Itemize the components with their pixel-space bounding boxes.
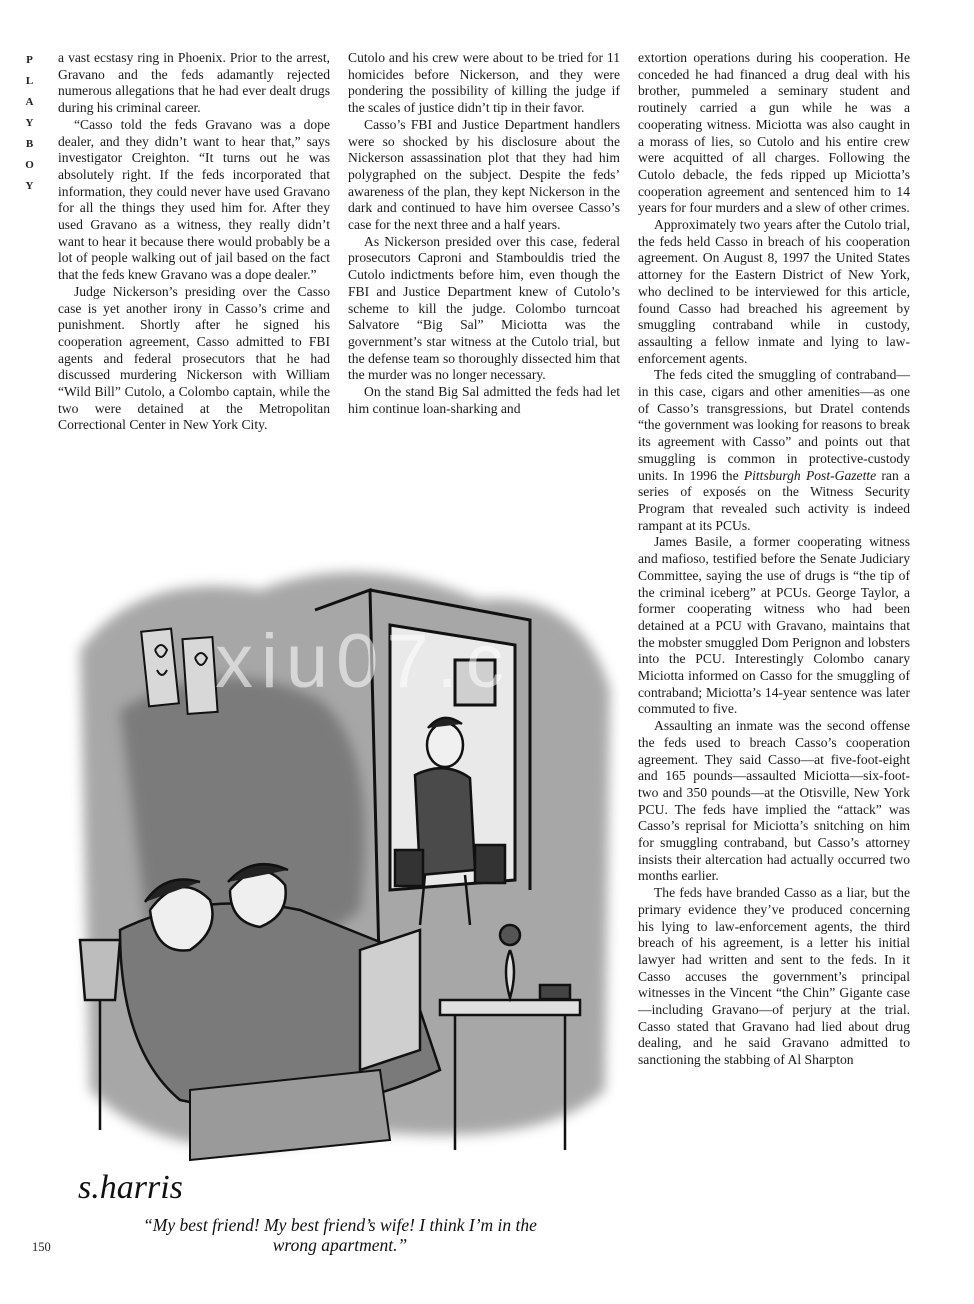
paragraph: Judge Nickerson’s presiding over the Casso case is yet another irony in Casso’s crime and punishment. Shortly after he signed his cooperation agreement, Casso admitted to FBI agents and federal prosecutors that he had discussed murdering Nickerson with William “Wild Bill” Cutolo, a Colombo captain, while the two were detained at the Metropolitan Correctional Center in New York City.: [58, 283, 330, 433]
paragraph-text: ran a series of exposés on the Witness Security Program that revealed such activity is indeed rampant at its PCUs.: [638, 467, 910, 533]
magazine-brand-vertical: [22, 50, 38, 197]
paragraph: extortion operations during his cooperation. He conceded he had financed a drug deal with his brother, pummeled a seminary student and routinely carried a gun while he was a cooperating witness. Miciotta was also caught in a morass of lies, so Cutolo and his entire crew were acquitted of all charges. Following the Cutolo debacle, the feds ripped up Miciotta’s cooperation agreement and sentenced him to 14 years for four murders and a slew of other crimes.: [638, 50, 910, 216]
cartoon-signature: s.harris: [78, 1169, 183, 1206]
paragraph: On the stand Big Sal admitted the feds had let him continue loan-sharking and: [348, 384, 620, 416]
paragraph: Assaulting an inmate was the second offense the feds used to breach Casso’s cooperation agreement. They said Casso—at five-foot-eight and 165 pounds—assaulted Miciotta—six-foot-two and 350 pounds—at the Otisville, New York PCU. The feds have implied the “attack” was Casso’s reprisal for Miciotta’s snitching on him for smuggling contraband, but Casso’s attorney insists their altercation had actually occurred two months earlier.: [638, 718, 910, 884]
brand-letter: L: [25, 75, 35, 87]
paragraph: Cutolo and his crew were about to be tried for 11 homicides before Nickerson, and they were pondering the possibility of killing the judge if the scales of justice didn’t tip in their favor.: [348, 50, 620, 116]
paragraph: As Nickerson presided over this case, federal prosecutors Caproni and Stambouldis tried the Cutolo indictments before him, even though the FBI and Justice Department knew of Cutolo’s scheme to kill the judge. Colombo turncoat Salvatore “Big Sal” Miciotta was the government’s star witness at the Cutolo trial, but the defense team so thoroughly dissected him that the murder was no longer necessary.: [348, 233, 620, 383]
watermark: xiu07.c: [215, 619, 512, 704]
publication-name: Pittsburgh Post-Gazette: [743, 467, 877, 483]
brand-letter: A: [25, 96, 35, 108]
article-column-3: [638, 50, 910, 1069]
brand-letter: O: [25, 159, 35, 171]
brand-letter: Y: [25, 180, 35, 192]
brand-letter: P: [26, 54, 34, 66]
paragraph: The feds have branded Casso as a liar, but the primary evidence they’ve produced concerning his lying to law-enforcement agents, the third breach of his agreement, is a letter his initial lawyer had written and sent to the feds. In it Casso accuses the government’s principal witnesses in the Vincent “the Chin” Gigante case—including Gravano—of perjury at the trial. Casso stated that Gravano had lied about drug dealing, and he said Gravano admitted to sanctioning the stabbing of Al Sharpton: [638, 885, 910, 1068]
paragraph-text: The feds cited the smuggling of contraband—in this case, cigars and other amenities—as one of Casso’s transgressions, but Dratel contends “the government was looking for reasons to break its agreement with Casso” and points out that smuggling is common in protective-custody units. In 1996 the: [638, 367, 910, 483]
page-number: 150: [32, 1240, 51, 1254]
paragraph: “Casso told the feds Gravano was a dope dealer, and they didn’t want to hear that,” says investigator Creighton. “It turns out he was absolutely right. If the feds incorporated that information, they could never have used Gravano for all the things they used him for. After they used Gravano as a witness, they really didn’t want to hear it because there would probably be a lot of people walking out of jail based on the fact that the feds knew Gravano was a dope dealer.”: [58, 116, 330, 283]
paragraph: a vast ecstasy ring in Phoenix. Prior to the arrest, Gravano and the feds adamantly rejected numerous allegations that he had ever dealt drugs during his criminal career.: [58, 50, 330, 116]
paragraph: Casso’s FBI and Justice Department handlers were so shocked by his disclosure about the Nickerson assassination plot that they had him polygraphed on the subject. Despite the feds’ awareness of the plan, they kept Nickerson in the dark and continued to have him oversee Casso’s case for the next three and a half years.: [348, 116, 620, 233]
paragraph: [638, 367, 910, 534]
brand-letter: B: [25, 138, 35, 150]
article-column-1: [58, 50, 330, 434]
paragraph: James Basile, a former cooperating witness and mafioso, testified before the Senate Judiciary Committee, saying the use of drugs is “the tip of the criminal iceberg” at PCUs. George Taylor, a former cooperating witness who had been detained at a PCU with Gravano, maintains that the mobster smuggled Dom Perignon and lobsters into the PCU. Interestingly Colombo canary Miciotta informed on Casso for the smuggling of contraband; Miciotta’s 14-year sentence was later commuted to five.: [638, 534, 910, 717]
article-column-2: [348, 50, 620, 417]
cartoon-caption: “My best friend! My best friend’s wife! I think I’m in the wrong apartment.”: [143, 1215, 537, 1255]
brand-letter: Y: [25, 117, 35, 129]
cartoon-illustration: [60, 530, 620, 1210]
paragraph: Approximately two years after the Cutolo trial, the feds held Casso in breach of his cooperation agreement. On August 8, 1997 the United States attorney for the Eastern District of New York, who declined to be interviewed for this article, found Casso had breached his agreement by smuggling contraband while in custody, assaulting a fellow inmate and lying to law-enforcement agents.: [638, 217, 910, 366]
